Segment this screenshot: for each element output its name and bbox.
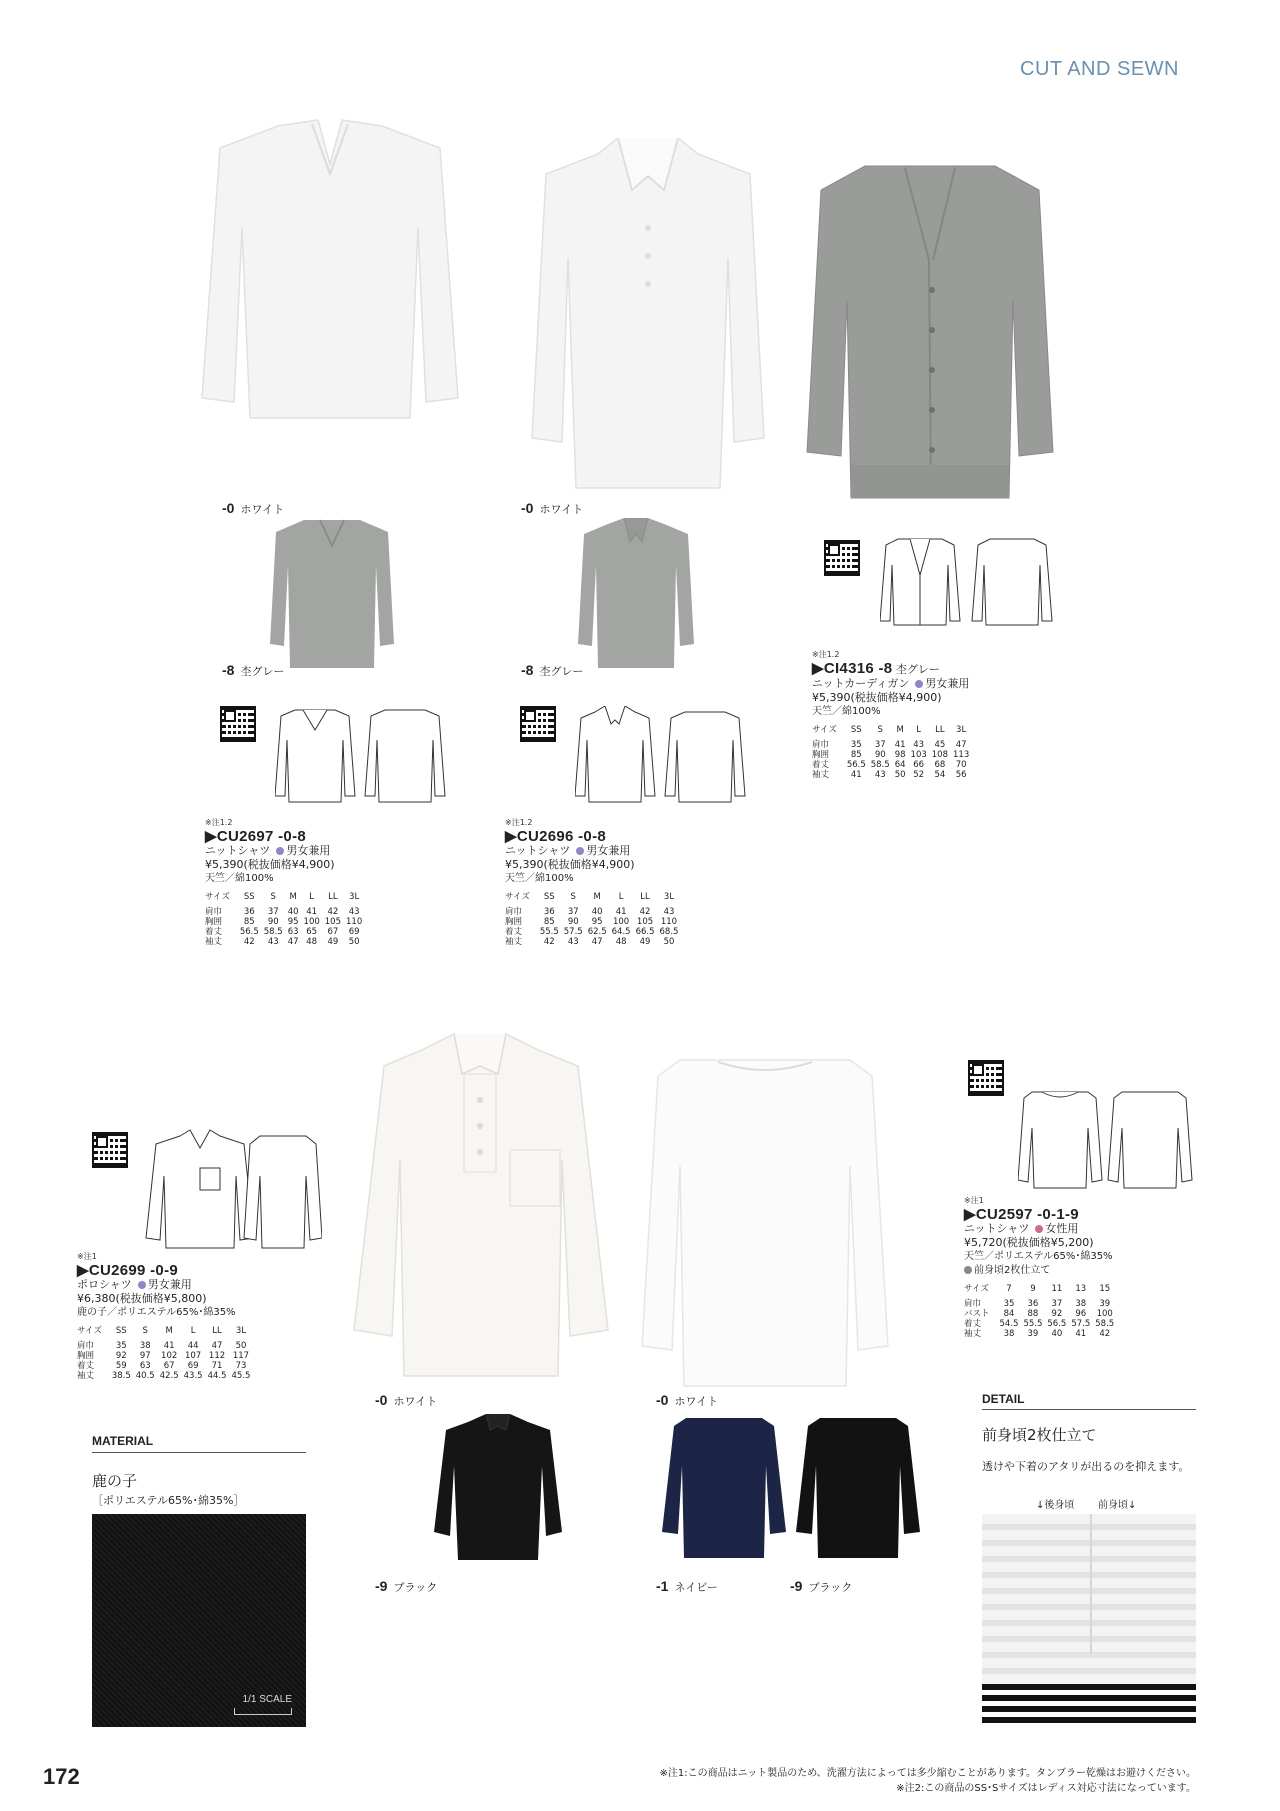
cu2597-material: 天竺／ポリエステル65%･綿35%: [964, 1251, 1113, 1262]
ci4316-note: ※注1.2: [812, 650, 840, 659]
cu2697-size-table: サイズ SS S M L LL 3L 肩巾 36 37 40 41 42 43 胸囲 85 90 95 100 105 110 着丈 56.5 58.5 63 65 67 69 袖丈 42 43 47 48 49 50: [205, 892, 363, 947]
cu2697-material: 天竺／綿100%: [205, 873, 274, 884]
ci4316-material: 天竺／綿100%: [812, 706, 881, 717]
cu2696-material: 天竺／綿100%: [505, 873, 574, 884]
ci4316-info: [812, 648, 974, 780]
cu2697-color-gray: -8 杢グレー: [222, 662, 285, 678]
cu2697-color-white: -0 ホワイト: [222, 500, 285, 516]
unisex-dot-icon: [276, 847, 284, 855]
detail-label-front: 前身頃↓: [1098, 1500, 1137, 1511]
cu2696-color-white: -0 ホワイト: [521, 500, 584, 516]
section-title: CUT AND SEWN: [1020, 58, 1179, 80]
cu2696-price: ¥5,390(税抜価格¥4,900): [505, 858, 635, 871]
cu2696-color-gray: -8 杢グレー: [521, 662, 584, 678]
cu2697-white-photo: [200, 118, 460, 433]
ci4316-size-table: サイズ SS S M L LL 3L 肩巾 35 37 41 43 45 47 胸囲 85 90 98 103 108 113 着丈 56.5 58.5 64 66 68 70 袖丈 41 43 50 52 54 56: [812, 725, 970, 780]
ci4316-line-drawing: [880, 535, 1060, 630]
cu2699-qr-code[interactable]: [92, 1132, 128, 1168]
cu2696-gray-photo: [576, 516, 696, 671]
footnote-2: ※注2:この商品のSS･Sサイズはレディス対応寸法になっています。: [896, 1783, 1196, 1794]
cu2696-name: ニットシャツ: [505, 844, 571, 857]
cu2597-color-white: -0 ホワイト: [656, 1392, 719, 1408]
scale-label: 1/1 SCALE: [242, 1694, 292, 1705]
cu2597-price: ¥5,720(税抜価格¥5,200): [964, 1236, 1094, 1249]
cu2699-color-white: -0 ホワイト: [375, 1392, 438, 1408]
cu2697-gray-photo: [268, 516, 396, 671]
cu2699-line-drawing: [142, 1128, 322, 1250]
cu2699-size-table: サイズ SS S M L LL 3L 肩巾 35 38 41 44 47 50 胸囲 92 97 102 107 112 117 着丈 59 63 67 69 71 73 袖丈 38.5 40.5 42.5 43.5 44.5 45.5: [77, 1326, 251, 1381]
cu2597-black-photo: [794, 1414, 922, 1562]
cu2597-qr-code[interactable]: [968, 1060, 1004, 1096]
cu2696-qr-code[interactable]: [520, 706, 556, 742]
cu2699-black-photo: [432, 1412, 564, 1564]
cu2696-size-table: サイズ SS S M L LL 3L 肩巾 36 37 40 41 42 43 胸囲 85 90 95 100 105 110 着丈 55.5 57.5 62.5 64.5 66.5 68.5 袖丈 42 43 47 48 49 50: [505, 892, 679, 947]
cu2597-white-photo: [640, 1046, 890, 1391]
cu2697-price: ¥5,390(税抜価格¥4,900): [205, 858, 335, 871]
cu2597-navy-photo: [660, 1414, 788, 1562]
ci4316-name: ニットカーディガン: [812, 677, 910, 690]
cu2699-note: ※注1: [77, 1252, 97, 1261]
cu2696-info: [505, 816, 683, 947]
women-dot-icon: [1035, 1225, 1043, 1233]
cu2597-feature: 前身頃2枚仕立て: [974, 1265, 1051, 1276]
page-number: 172: [43, 1764, 80, 1789]
cu2696-line-drawing: [575, 706, 755, 806]
cu2699-color-black: -9 ブラック: [375, 1578, 438, 1594]
cu2696-note: ※注1.2: [505, 818, 533, 827]
cu2597-name: ニットシャツ: [964, 1222, 1030, 1235]
cu2696-gender: 男女兼用: [586, 844, 631, 857]
cu2699-name: ポロシャツ: [77, 1278, 132, 1291]
cu2699-code: ▶CU2699 -0-9: [77, 1262, 179, 1279]
material-composition: ［ポリエステル65%･綿35%］: [92, 1494, 245, 1507]
material-rule: [92, 1452, 306, 1453]
ci4316-gender: 男女兼用: [925, 677, 970, 690]
detail-heading: DETAIL: [982, 1392, 1025, 1406]
scale-ruler: [234, 1708, 292, 1715]
ci4316-price: ¥5,390(税抜価格¥4,900): [812, 691, 942, 704]
material-name: 鹿の子: [92, 1472, 138, 1490]
unisex-dot-icon: [138, 1281, 146, 1289]
material-heading: MATERIAL: [92, 1434, 154, 1448]
cu2697-code: ▶CU2697 -0-8: [205, 828, 307, 845]
ci4316-qr-code[interactable]: [824, 540, 860, 576]
cu2699-info: [77, 1250, 255, 1381]
unisex-dot-icon: [576, 847, 584, 855]
cu2697-info: [205, 816, 367, 947]
ci4316-code: ▶CI4316 -8: [812, 660, 893, 677]
unisex-dot-icon: [915, 680, 923, 688]
cu2597-color-black: -9 ブラック: [790, 1578, 853, 1594]
cu2597-code: ▶CU2597 -0-1-9: [964, 1206, 1079, 1223]
detail-description: 透けや下着のアタリが出るのを抑えます。: [982, 1460, 1190, 1473]
footnotes: [520, 1766, 1196, 1796]
detail-stripe-band: [982, 1684, 1196, 1727]
cu2597-line-drawing: [1018, 1088, 1194, 1192]
cu2597-info: [964, 1194, 1119, 1339]
cu2697-gender: 男女兼用: [286, 844, 331, 857]
cu2696-white-photo: [528, 138, 768, 493]
cu2597-note: ※注1: [964, 1196, 984, 1205]
detail-seam: [1090, 1514, 1092, 1654]
cu2597-size-table: サイズ 7 9 11 13 15 肩巾 35 36 37 38 39 バスト 84 88 92 96 100 着丈 54.5 55.5 56.5 57.5 58.5 袖丈 38 39 40 41 42: [964, 1284, 1115, 1339]
detail-label-back: ↓後身頃: [1036, 1500, 1075, 1511]
cu2699-gender: 男女兼用: [147, 1278, 192, 1291]
cu2697-name: ニットシャツ: [205, 844, 271, 857]
fabric-swatch: [92, 1514, 306, 1727]
cu2699-price: ¥6,380(税抜価格¥5,800): [77, 1292, 207, 1305]
cu2697-qr-code[interactable]: [220, 706, 256, 742]
cu2597-color-navy: -1 ネイビー: [656, 1578, 718, 1594]
ci4316-color-name: 杢グレー: [895, 663, 940, 676]
detail-title: 前身頃2枚仕立て: [982, 1426, 1097, 1444]
cu2697-line-drawing: [275, 706, 455, 806]
cu2696-code: ▶CU2696 -0-8: [505, 828, 607, 845]
cu2699-white-photo: [350, 1030, 612, 1380]
ci4316-gray-photo: [805, 160, 1055, 502]
cu2699-material: 鹿の子／ポリエステル65%･綿35%: [77, 1307, 236, 1318]
cu2697-note: ※注1.2: [205, 818, 233, 827]
feature-dot-icon: [964, 1266, 972, 1274]
cu2597-gender: 女性用: [1045, 1222, 1079, 1235]
footnote-1: ※注1:この商品はニット製品のため、洗濯方法によっては多少縮むことがあります。タンブラー乾燥はお避けください。: [659, 1768, 1196, 1779]
detail-rule: [982, 1409, 1196, 1410]
detail-fabric-photo: [982, 1514, 1196, 1727]
